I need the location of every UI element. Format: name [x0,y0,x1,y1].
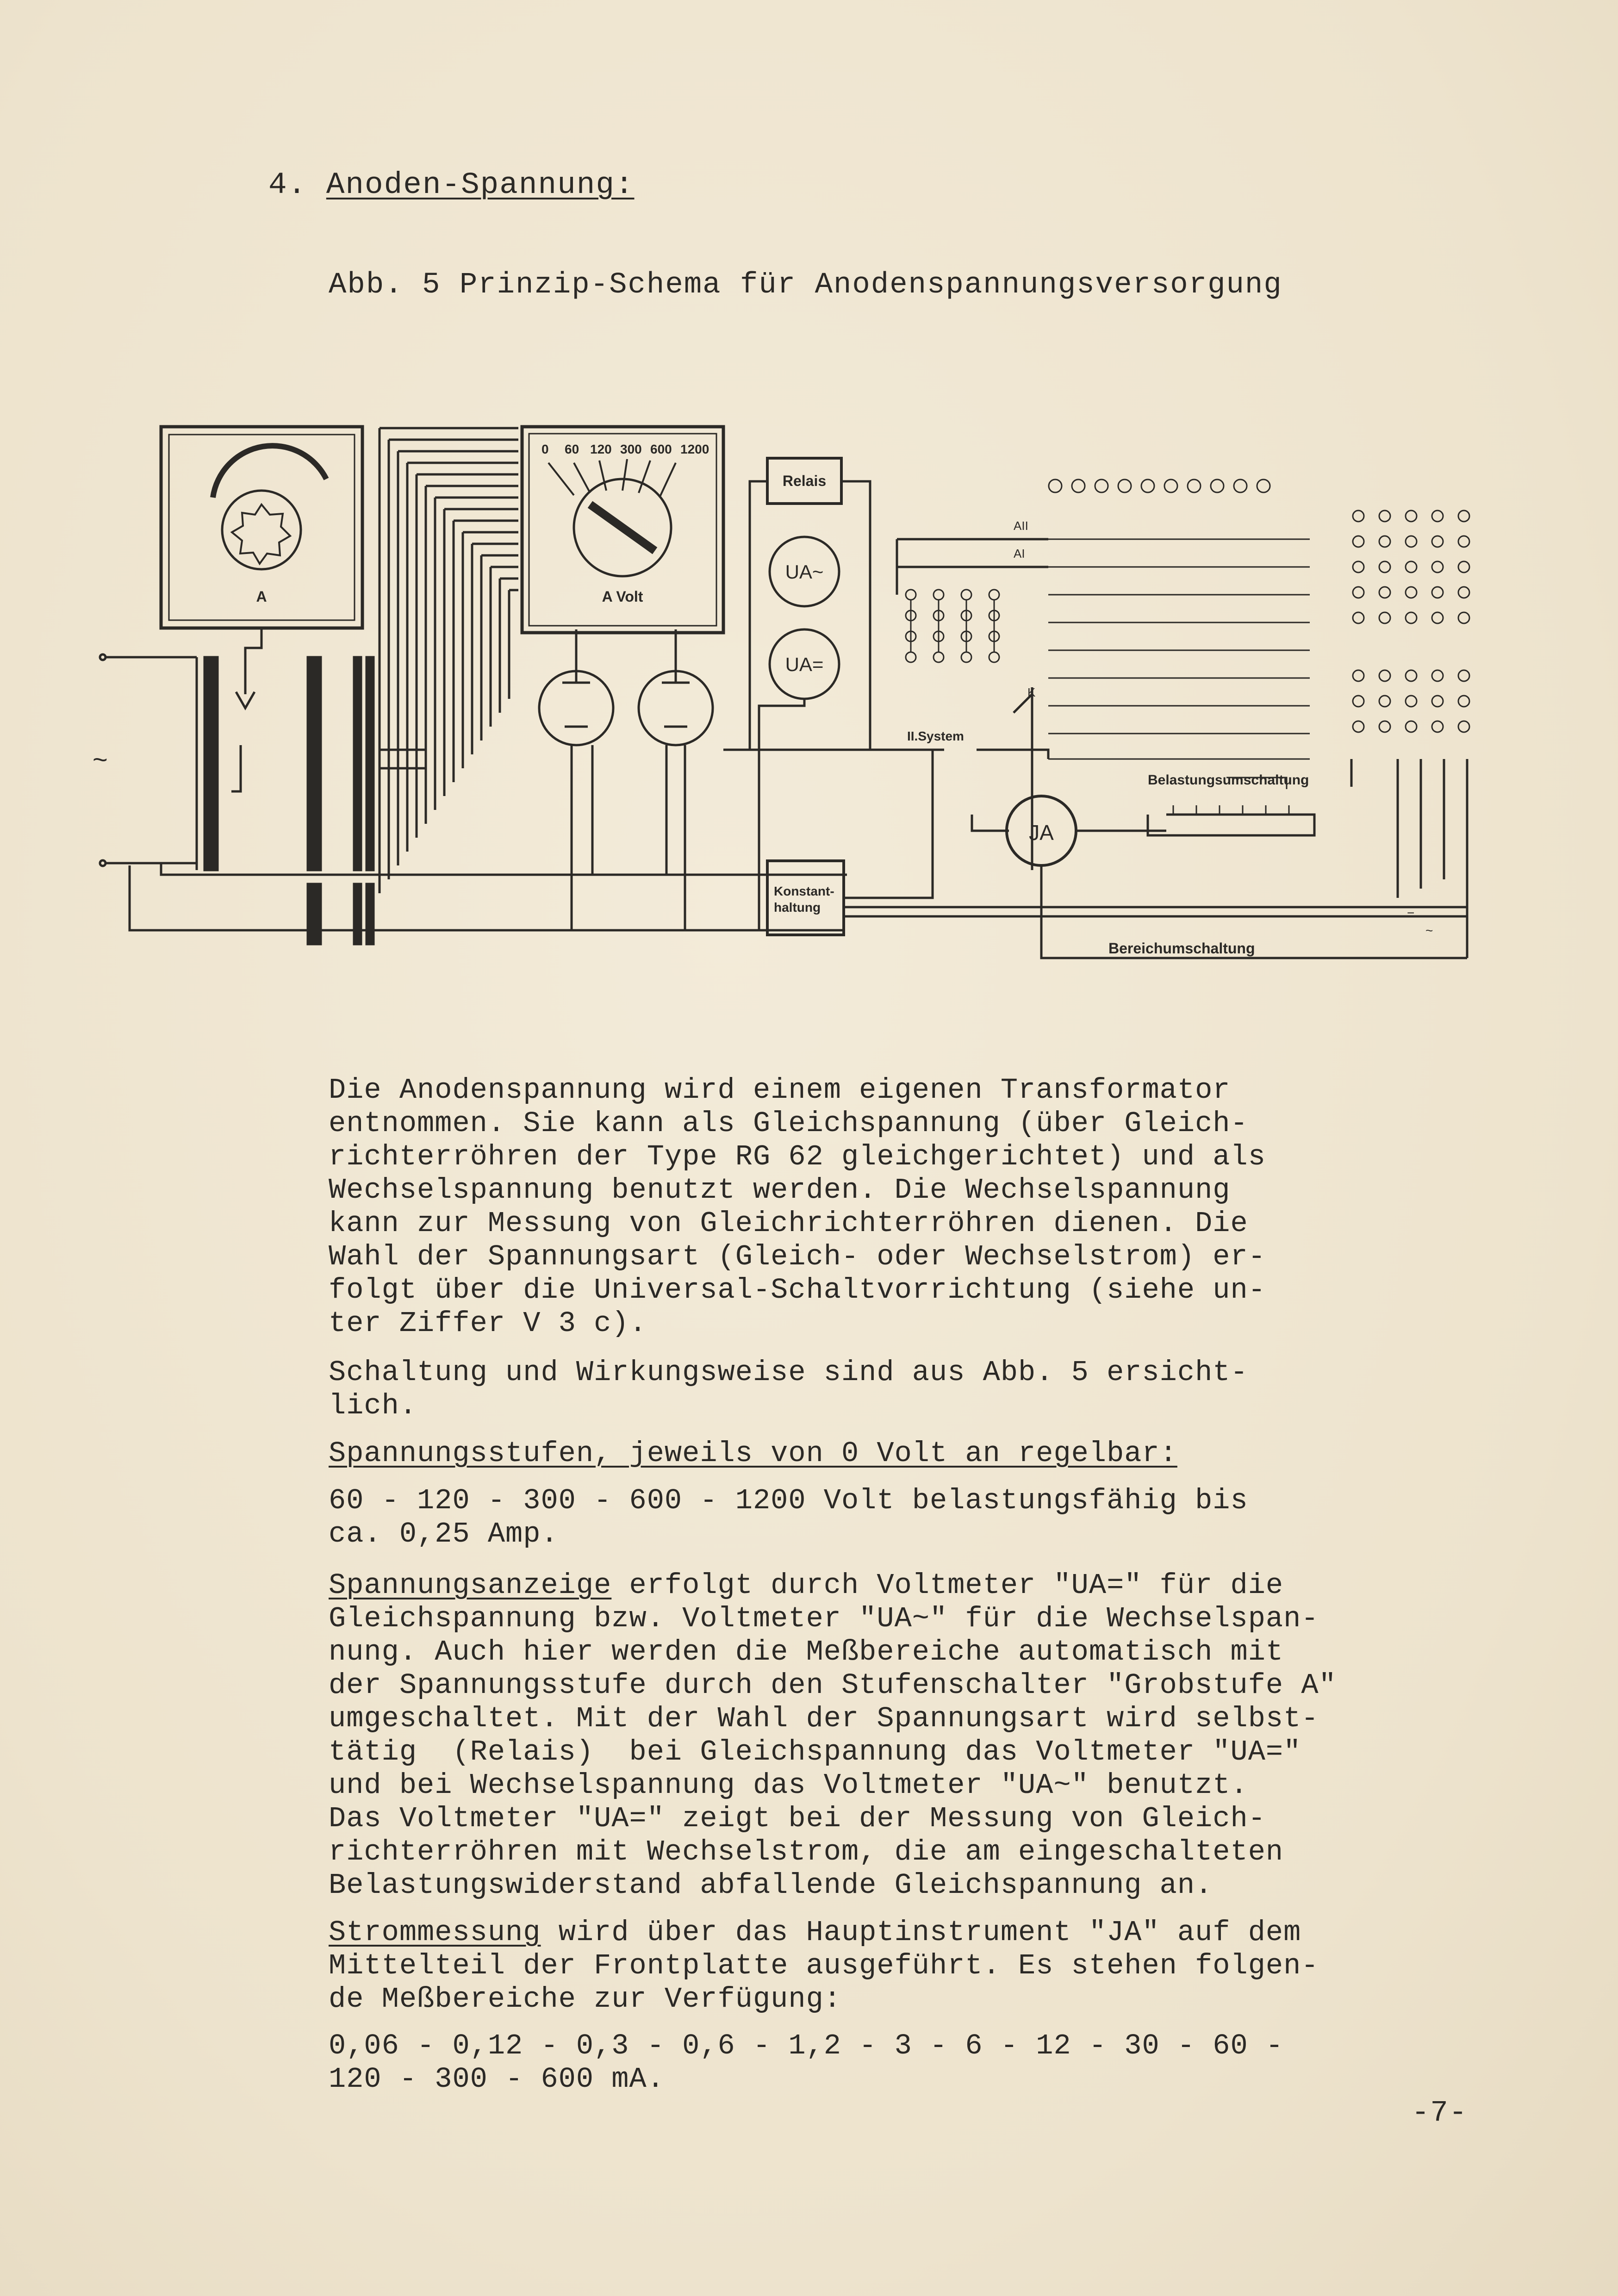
paragraph-strommessung [329,1916,1462,2016]
text-line: entnommen. Sie kann als Gleichspannung (über Gleich- [329,1107,1248,1140]
page-number: -7- [1412,2097,1468,2130]
strommessung-lead: Strommessung [329,1916,541,1949]
figure-caption: Abb. 5 Prinzip-Schema für Anodenspannungsversorgung [329,268,1282,302]
text-line: Wahl der Spannungsart (Gleich- oder Wechselstrom) er- [329,1240,1266,1273]
dial-tick-300: 300 [620,442,642,456]
text-line: nung. Auch hier werden die Meßbereiche automatisch mit [329,1636,1284,1668]
text-line: de Meßbereiche zur Verfügung: [329,1983,841,2016]
paragraph-spannungsstufen [329,1437,1462,1551]
text-line: ter Ziffer V 3 c). [329,1307,647,1340]
text-line: 60 - 120 - 300 - 600 - 1200 Volt belastungsfähig bis [329,1484,1248,1517]
section-number: 4. [268,168,307,202]
ua-ac-label: UA~ [785,561,824,583]
dial-tick-120: 120 [590,442,612,456]
text-line: Belastungswiderstand abfallende Gleichspannung an. [329,1869,1213,1902]
voltmeter-label: A Volt [602,588,643,605]
dc-marker: = [1407,907,1415,921]
a1-label: AI [1014,547,1025,560]
relais-label: Relais [782,473,827,489]
dial-tick-1200: 1200 [680,442,709,456]
ja-label: JA [1029,821,1054,845]
text-line: Schaltung und Wirkungsweise sind aus Abb. 5 ersicht- [329,1356,1248,1389]
dial-tick-0: 0 [541,442,549,456]
section-title: Anoden-Spannung: [326,168,635,202]
spannungsstufen-heading: Spannungsstufen, jeweils von 0 Volt an regelbar: [329,1437,1177,1470]
k-label: K [1027,685,1036,699]
konstanthaltung-line2: haltung [774,900,821,915]
text-line: richterröhren der Type RG 62 gleichgerichtet) und als [329,1140,1266,1173]
bereichumschaltung-label: Bereichumschaltung [1108,940,1255,957]
ac-symbol: ~ [93,745,108,774]
dial-tick-600: 600 [650,442,672,456]
ac-marker: ~ [1425,923,1433,938]
text-line: der Spannungsstufe durch den Stufenschalter "Grobstufe A" [329,1669,1337,1702]
belastungsumschaltung-label: Belastungsumschaltung [1148,772,1309,788]
text-line: Mittelteil der Frontplatte ausgeführt. Es stehen folgen- [329,1949,1319,1982]
ua-dc-label: UA= [785,653,824,675]
text-line: tätig (Relais) bei Gleichspannung das Voltmeter "UA=" [329,1736,1301,1768]
text-line: folgt über die Universal-Schaltvorrichtung (siehe un- [329,1274,1266,1307]
section-heading [268,168,635,202]
text-line: und bei Wechselspannung das Voltmeter "UA~" benutzt. [329,1769,1248,1802]
paragraph-messbereiche [329,2029,1462,2096]
text-line: ca. 0,25 Amp. [329,1518,559,1550]
text-line: umgeschaltet. Mit der Wahl der Spannungsart wird selbst- [329,1702,1319,1735]
spannungsanzeige-lead: Spannungsanzeige [329,1569,612,1602]
text-line: richterröhren mit Wechselstrom, die am eingeschalteten [329,1836,1284,1868]
text-line: lich. [329,1389,417,1422]
schematic-diagram [83,407,1495,977]
ammeter-label: A [256,588,267,605]
text-line: 120 - 300 - 600 mA. [329,2063,665,2096]
text-line: wird über das Hauptinstrument "JA" auf dem [541,1916,1301,1949]
text-line: Gleichspannung bzw. Voltmeter "UA~" für die Wechselspan- [329,1602,1319,1635]
text-line: kann zur Messung von Gleichrichterröhren dienen. Die [329,1207,1248,1240]
text-line: Die Anodenspannung wird einem eigenen Transformator [329,1074,1231,1107]
a2-label: AII [1014,519,1028,533]
dial-tick-60: 60 [565,442,579,456]
text-line: Wechselspannung benutzt werden. Die Wechselspannung [329,1174,1231,1207]
text-line: 0,06 - 0,12 - 0,3 - 0,6 - 1,2 - 3 - 6 - 12 - 30 - 60 - [329,2029,1284,2062]
paragraph-schaltung [329,1356,1462,1423]
text-line: Das Voltmeter "UA=" zeigt bei der Messung von Gleich- [329,1802,1266,1835]
paragraph-spannungsanzeige [329,1569,1462,1902]
konstanthaltung-line1: Konstant- [774,884,834,898]
paragraph-intro [329,1074,1462,1340]
ii-system-label: II.System [907,729,964,743]
text-line: erfolgt durch Voltmeter "UA=" für die [611,1569,1284,1602]
